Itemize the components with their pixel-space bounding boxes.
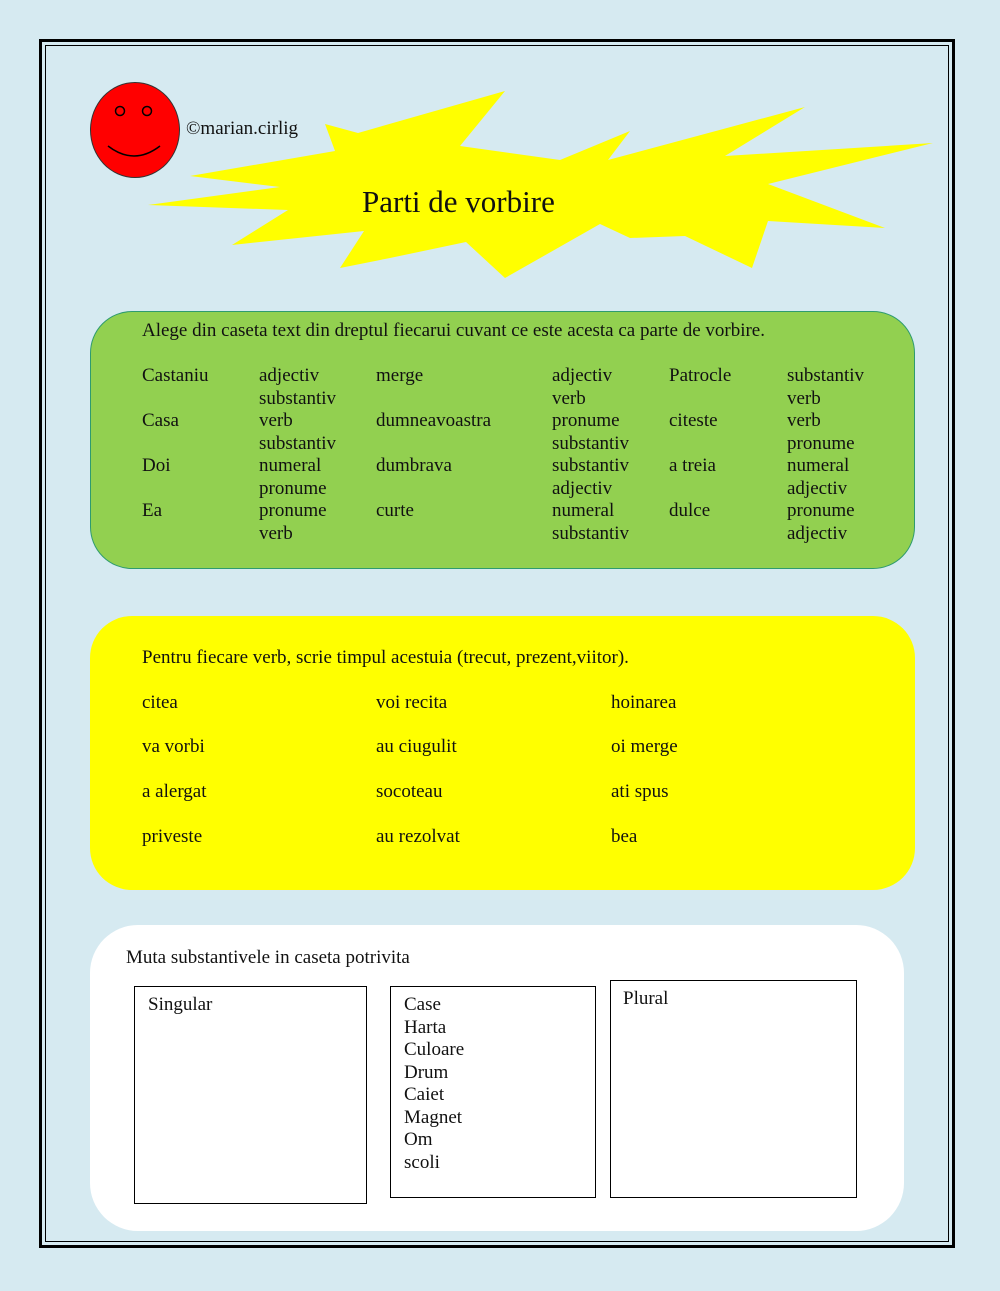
option[interactable]: numeral xyxy=(259,455,322,476)
noun-item[interactable]: Case xyxy=(404,994,441,1015)
option[interactable]: substantiv xyxy=(259,432,337,454)
word-label: dumneavoastra xyxy=(376,410,492,431)
verb-item[interactable]: a alergat xyxy=(142,781,207,802)
option[interactable]: pronume xyxy=(787,500,855,521)
option[interactable]: substantiv xyxy=(552,455,630,476)
option[interactable]: numeral xyxy=(787,455,850,476)
verb-item[interactable]: voi recita xyxy=(376,692,448,713)
word-label: Casa xyxy=(142,410,179,431)
option[interactable]: substantiv xyxy=(552,522,630,544)
option-list[interactable] xyxy=(787,365,864,410)
word-label: a treia xyxy=(669,455,716,476)
word-label: Doi xyxy=(142,455,171,476)
option[interactable]: verb xyxy=(787,410,821,431)
verb-item[interactable]: oi merge xyxy=(611,736,678,757)
page-title: Parti de vorbire xyxy=(362,184,555,219)
option-list[interactable] xyxy=(552,410,629,455)
option[interactable]: adjectiv xyxy=(552,477,613,499)
option[interactable]: adjectiv xyxy=(787,522,848,544)
option[interactable]: substantiv xyxy=(259,387,337,409)
option[interactable]: pronume xyxy=(259,500,327,521)
verb-item[interactable]: ati spus xyxy=(611,781,669,802)
plural-label: Plural xyxy=(623,988,669,1009)
word-label: Patrocle xyxy=(669,365,732,386)
singular-drop-box[interactable] xyxy=(134,986,367,1204)
option-list[interactable] xyxy=(552,455,629,500)
verb-item[interactable]: citea xyxy=(142,692,178,713)
plural-drop-box[interactable] xyxy=(610,980,857,1198)
word-label: Ea xyxy=(142,500,163,521)
copyright-text: ©marian.cirlig xyxy=(186,118,299,139)
option-list[interactable] xyxy=(787,500,855,545)
verb-item[interactable]: bea xyxy=(611,826,638,847)
exercise2-instruction: Pentru fiecare verb, scrie timpul acestuia (trecut, prezent,viitor). xyxy=(142,647,629,668)
option[interactable]: pronume xyxy=(787,432,855,454)
option[interactable]: adjectiv xyxy=(259,365,320,386)
option[interactable]: verb xyxy=(259,522,293,544)
option[interactable]: verb xyxy=(787,387,821,409)
option[interactable]: numeral xyxy=(552,500,615,521)
word-label: Castaniu xyxy=(142,365,209,386)
option-list[interactable] xyxy=(787,455,849,500)
option[interactable]: substantiv xyxy=(552,432,630,454)
word-label: curte xyxy=(376,500,414,521)
verb-item[interactable]: priveste xyxy=(142,826,203,847)
noun-item[interactable]: scoli xyxy=(404,1151,440,1173)
singular-label: Singular xyxy=(148,994,213,1015)
noun-source-box[interactable] xyxy=(390,986,596,1198)
option-list[interactable] xyxy=(552,500,629,545)
word-label: dulce xyxy=(669,500,711,521)
exercise1-instruction: Alege din caseta text din dreptul fiecarui cuvant ce este acesta ca parte de vorbire. xyxy=(142,320,765,341)
option[interactable]: adjectiv xyxy=(787,477,848,499)
option[interactable]: substantiv xyxy=(787,365,865,386)
verb-item[interactable]: au ciugulit xyxy=(376,736,457,757)
noun-item[interactable]: Magnet xyxy=(404,1106,463,1128)
noun-item[interactable]: Culoare xyxy=(404,1039,465,1060)
option[interactable]: verb xyxy=(552,387,586,409)
option-list[interactable] xyxy=(259,410,336,455)
option[interactable]: adjectiv xyxy=(552,365,613,386)
noun-item[interactable]: Harta xyxy=(404,1016,447,1038)
verb-item[interactable]: va vorbi xyxy=(142,736,205,757)
option[interactable]: pronume xyxy=(259,477,327,499)
word-label: merge xyxy=(376,365,424,386)
noun-item[interactable]: Om xyxy=(404,1129,433,1150)
noun-item[interactable]: Drum xyxy=(404,1061,449,1083)
word-label: dumbrava xyxy=(376,455,452,476)
option-list[interactable] xyxy=(787,410,855,455)
exercise3-instruction: Muta substantivele in caseta potrivita xyxy=(126,947,410,968)
option-list[interactable] xyxy=(552,365,612,410)
option[interactable]: verb xyxy=(259,410,293,431)
option[interactable]: pronume xyxy=(552,410,620,431)
noun-item[interactable]: Caiet xyxy=(404,1084,445,1105)
word-label: citeste xyxy=(669,410,718,431)
option-list[interactable] xyxy=(259,365,336,410)
option-list[interactable] xyxy=(259,500,327,545)
verb-item[interactable]: au rezolvat xyxy=(376,826,460,847)
verb-item[interactable]: socoteau xyxy=(376,781,443,802)
verb-item[interactable]: hoinarea xyxy=(611,692,677,713)
option-list[interactable] xyxy=(259,455,327,500)
